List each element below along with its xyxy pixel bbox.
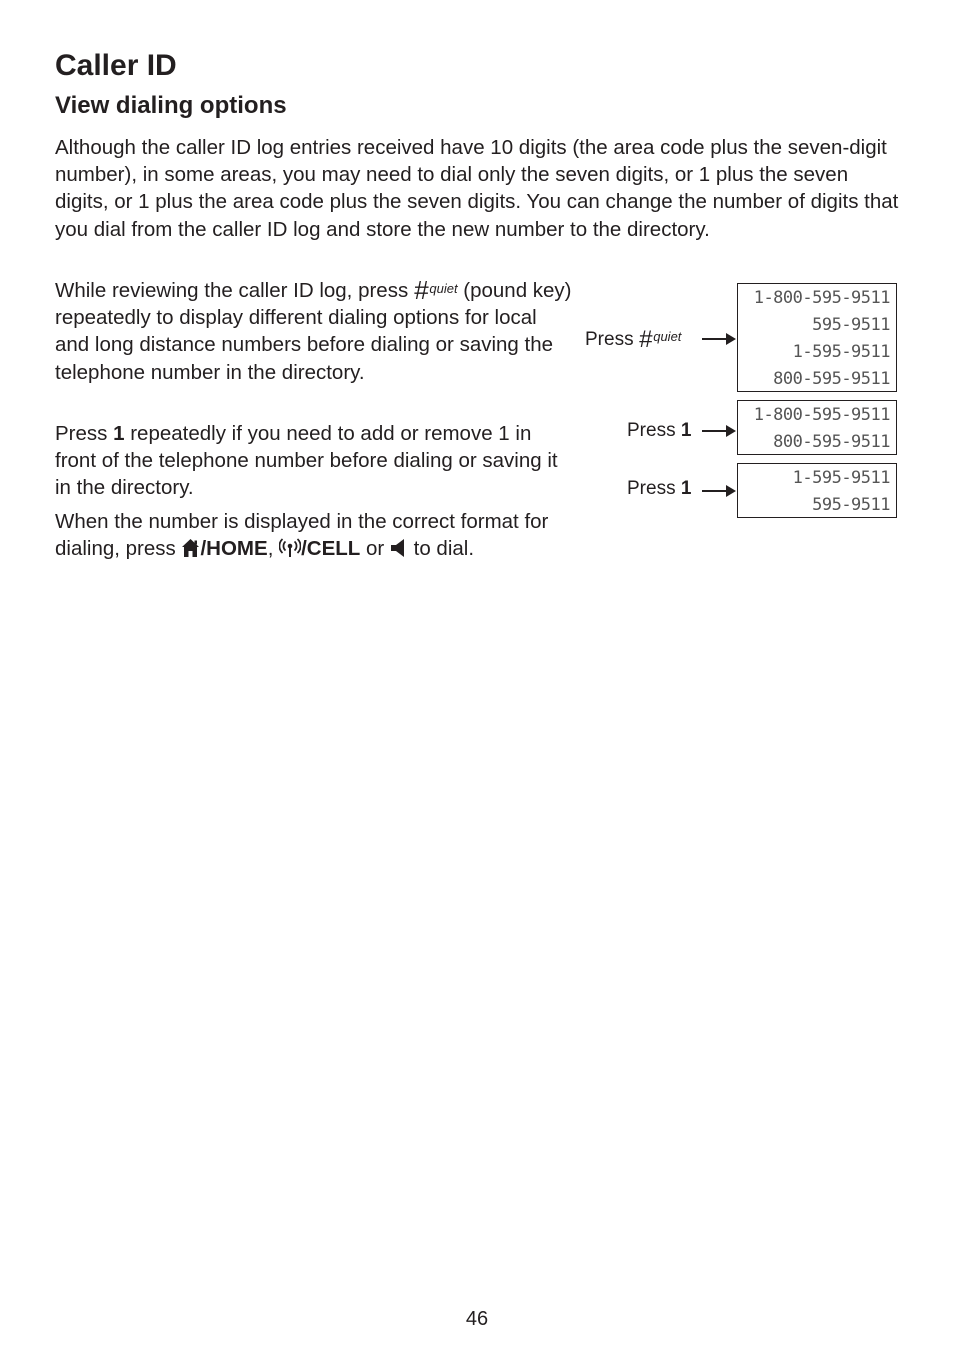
cell-label: /CELL [301, 537, 361, 561]
dial-paragraph [55, 508, 575, 565]
para3-text-after: to dial. [407, 537, 475, 561]
press-word: Press [627, 478, 676, 499]
press-pound-label [585, 327, 681, 352]
para2-text-after: repeatedly if you need to add or remove 1 in front of the telephone number before dialing or saving it in the directory. [55, 422, 558, 500]
arrow-icon [702, 430, 734, 432]
pound-symbol: # [413, 275, 429, 305]
cell-signal-icon [279, 538, 301, 565]
lcd-line: 1-800-595-9511 [753, 288, 890, 308]
arrow-icon [702, 338, 734, 340]
one-key-label: 1 [113, 422, 125, 445]
quiet-label: quiet [653, 329, 682, 344]
one-key-label: 1 [680, 420, 692, 441]
page-title: Caller ID [55, 49, 177, 82]
lcd-line: 1-595-9511 [792, 468, 890, 488]
press-one-label [627, 477, 691, 501]
pound-key-icon [638, 326, 682, 353]
lcd-line: 800-595-9511 [773, 369, 890, 389]
pound-symbol: # [638, 326, 653, 353]
pound-key-icon [413, 275, 458, 305]
press-word: Press [627, 420, 676, 441]
para1-text-after: (pound key) repeatedly to display different dialing options for local and long distance numbers before dialing or saving the telephone number in the directory. [55, 279, 572, 384]
para1-text-before: While reviewing the caller ID log, press [55, 279, 414, 302]
page-number: 46 [465, 1308, 489, 1330]
lcd-screen-one-a [737, 400, 897, 455]
quiet-label: quiet [429, 281, 458, 296]
home-label: /HOME [200, 537, 268, 561]
section-title: View dialing options [55, 92, 287, 119]
one-key-paragraph [55, 420, 575, 502]
one-key-label: 1 [680, 478, 692, 499]
or-text: or [360, 537, 390, 561]
press-word: Press [585, 329, 634, 350]
press-one-label [627, 419, 691, 443]
lcd-line: 1-595-9511 [792, 342, 890, 362]
home-icon [181, 538, 200, 565]
lcd-screen-one-b [737, 463, 897, 518]
para3-text-before: When the number is displayed in the correct format for dialing, press [55, 510, 549, 561]
lcd-line: 800-595-9511 [773, 432, 890, 452]
intro-paragraph: Although the caller ID log entries received have 10 digits (the area code plus the seven-digit number), in some areas, you may need to dial only the seven digits, or 1 plus the seven digits, or 1 plus the area code plus the seven digits. You can change the number of digits that you dial from the caller ID log and store the new number to the directory. [55, 136, 899, 241]
lcd-screen-pound [737, 283, 897, 392]
lcd-line: 595-9511 [812, 315, 890, 335]
lcd-line: 595-9511 [812, 495, 890, 515]
speaker-icon [390, 538, 408, 565]
para2-text-before: Press [55, 422, 114, 445]
pound-key-paragraph [55, 277, 575, 386]
arrow-icon [702, 490, 734, 492]
comma-text: , [267, 537, 280, 561]
lcd-line: 1-800-595-9511 [753, 405, 890, 425]
